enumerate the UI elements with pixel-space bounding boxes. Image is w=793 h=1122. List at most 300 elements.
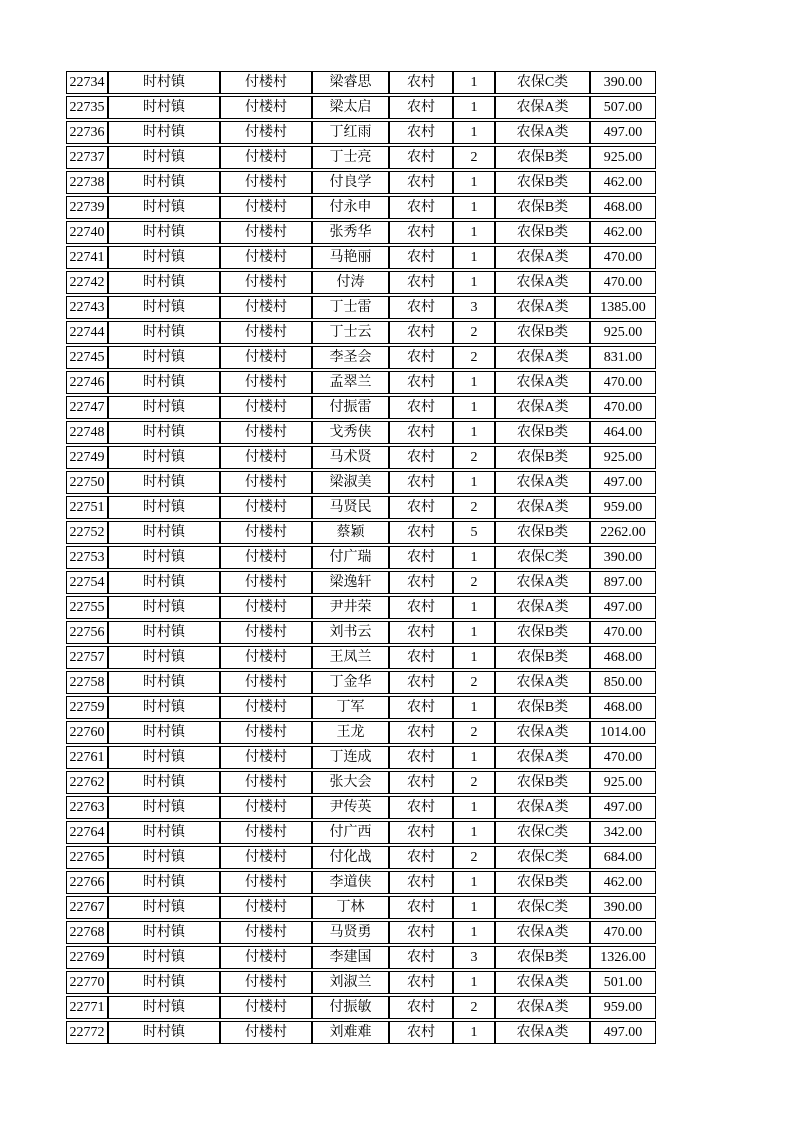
cell-residence-type: 农村 [389, 521, 453, 544]
cell-town: 时村镇 [108, 396, 220, 419]
cell-residence-type: 农村 [389, 121, 453, 144]
cell-residence-type: 农村 [389, 821, 453, 844]
cell-insurance-category: 农保C类 [495, 846, 590, 869]
cell-residence-type: 农村 [389, 396, 453, 419]
table-row [66, 646, 656, 669]
cell-person-name: 王龙 [312, 721, 389, 744]
cell-town: 时村镇 [108, 421, 220, 444]
table-row [66, 721, 656, 744]
cell-amount: 462.00 [590, 171, 656, 194]
cell-person-count: 2 [453, 846, 495, 869]
cell-village: 付楼村 [220, 421, 312, 444]
cell-residence-type: 农村 [389, 296, 453, 319]
table-row [66, 71, 656, 94]
cell-town: 时村镇 [108, 871, 220, 894]
cell-residence-type: 农村 [389, 896, 453, 919]
cell-record-id: 22764 [66, 821, 108, 844]
table-row [66, 871, 656, 894]
cell-village: 付楼村 [220, 246, 312, 269]
cell-residence-type: 农村 [389, 846, 453, 869]
table-row [66, 346, 656, 369]
cell-amount: 897.00 [590, 571, 656, 594]
cell-person-name: 刘书云 [312, 621, 389, 644]
cell-record-id: 22755 [66, 596, 108, 619]
cell-village: 付楼村 [220, 896, 312, 919]
cell-village: 付楼村 [220, 96, 312, 119]
cell-amount: 468.00 [590, 196, 656, 219]
cell-person-count: 1 [453, 371, 495, 394]
cell-village: 付楼村 [220, 671, 312, 694]
table-row [66, 821, 656, 844]
cell-amount: 470.00 [590, 746, 656, 769]
cell-town: 时村镇 [108, 1021, 220, 1044]
cell-village: 付楼村 [220, 571, 312, 594]
cell-record-id: 22742 [66, 271, 108, 294]
cell-person-name: 张秀华 [312, 221, 389, 244]
cell-insurance-category: 农保A类 [495, 1021, 590, 1044]
cell-person-name: 付化战 [312, 846, 389, 869]
table-row [66, 546, 656, 569]
cell-town: 时村镇 [108, 296, 220, 319]
cell-person-count: 1 [453, 1021, 495, 1044]
cell-person-name: 丁军 [312, 696, 389, 719]
cell-insurance-category: 农保C类 [495, 821, 590, 844]
cell-village: 付楼村 [220, 1021, 312, 1044]
cell-town: 时村镇 [108, 221, 220, 244]
cell-town: 时村镇 [108, 821, 220, 844]
cell-residence-type: 农村 [389, 196, 453, 219]
cell-town: 时村镇 [108, 621, 220, 644]
cell-person-count: 2 [453, 321, 495, 344]
cell-person-count: 2 [453, 771, 495, 794]
cell-village: 付楼村 [220, 596, 312, 619]
cell-person-name: 马贤民 [312, 496, 389, 519]
cell-village: 付楼村 [220, 821, 312, 844]
cell-residence-type: 农村 [389, 171, 453, 194]
cell-town: 时村镇 [108, 346, 220, 369]
cell-record-id: 22744 [66, 321, 108, 344]
table-row [66, 96, 656, 119]
cell-insurance-category: 农保B类 [495, 771, 590, 794]
cell-town: 时村镇 [108, 971, 220, 994]
cell-record-id: 22756 [66, 621, 108, 644]
table-row [66, 296, 656, 319]
cell-record-id: 22766 [66, 871, 108, 894]
cell-insurance-category: 农保A类 [495, 796, 590, 819]
cell-person-name: 付广瑞 [312, 546, 389, 569]
cell-village: 付楼村 [220, 321, 312, 344]
cell-amount: 462.00 [590, 221, 656, 244]
cell-residence-type: 农村 [389, 271, 453, 294]
cell-record-id: 22759 [66, 696, 108, 719]
cell-residence-type: 农村 [389, 971, 453, 994]
cell-insurance-category: 农保A类 [495, 746, 590, 769]
cell-insurance-category: 农保A类 [495, 246, 590, 269]
cell-record-id: 22740 [66, 221, 108, 244]
cell-person-name: 李圣会 [312, 346, 389, 369]
cell-insurance-category: 农保B类 [495, 146, 590, 169]
cell-residence-type: 农村 [389, 246, 453, 269]
cell-insurance-category: 农保B类 [495, 946, 590, 969]
cell-person-name: 丁士雷 [312, 296, 389, 319]
cell-record-id: 22739 [66, 196, 108, 219]
cell-person-name: 付良学 [312, 171, 389, 194]
cell-record-id: 22738 [66, 171, 108, 194]
cell-record-id: 22745 [66, 346, 108, 369]
cell-town: 时村镇 [108, 146, 220, 169]
cell-person-count: 2 [453, 996, 495, 1019]
cell-record-id: 22751 [66, 496, 108, 519]
table-row [66, 196, 656, 219]
cell-insurance-category: 农保A类 [495, 296, 590, 319]
cell-village: 付楼村 [220, 121, 312, 144]
cell-town: 时村镇 [108, 896, 220, 919]
cell-town: 时村镇 [108, 121, 220, 144]
cell-person-count: 1 [453, 646, 495, 669]
table-row [66, 921, 656, 944]
cell-person-name: 蔡颖 [312, 521, 389, 544]
cell-person-name: 李建国 [312, 946, 389, 969]
table-row [66, 171, 656, 194]
cell-person-count: 1 [453, 896, 495, 919]
cell-record-id: 22753 [66, 546, 108, 569]
cell-amount: 390.00 [590, 71, 656, 94]
cell-person-count: 1 [453, 696, 495, 719]
cell-village: 付楼村 [220, 471, 312, 494]
cell-town: 时村镇 [108, 521, 220, 544]
cell-village: 付楼村 [220, 971, 312, 994]
cell-village: 付楼村 [220, 546, 312, 569]
cell-town: 时村镇 [108, 571, 220, 594]
table-row [66, 221, 656, 244]
cell-village: 付楼村 [220, 271, 312, 294]
cell-town: 时村镇 [108, 446, 220, 469]
cell-person-count: 1 [453, 271, 495, 294]
cell-village: 付楼村 [220, 446, 312, 469]
cell-person-count: 1 [453, 221, 495, 244]
cell-person-count: 2 [453, 571, 495, 594]
cell-village: 付楼村 [220, 496, 312, 519]
cell-record-id: 22754 [66, 571, 108, 594]
cell-village: 付楼村 [220, 871, 312, 894]
cell-village: 付楼村 [220, 521, 312, 544]
cell-village: 付楼村 [220, 171, 312, 194]
cell-residence-type: 农村 [389, 921, 453, 944]
table-row [66, 321, 656, 344]
table-row [66, 971, 656, 994]
cell-insurance-category: 农保B类 [495, 196, 590, 219]
cell-insurance-category: 农保B类 [495, 421, 590, 444]
cell-record-id: 22747 [66, 396, 108, 419]
cell-amount: 497.00 [590, 796, 656, 819]
cell-village: 付楼村 [220, 196, 312, 219]
cell-residence-type: 农村 [389, 571, 453, 594]
cell-residence-type: 农村 [389, 796, 453, 819]
cell-village: 付楼村 [220, 946, 312, 969]
cell-insurance-category: 农保A类 [495, 571, 590, 594]
cell-residence-type: 农村 [389, 146, 453, 169]
cell-amount: 470.00 [590, 246, 656, 269]
cell-insurance-category: 农保A类 [495, 471, 590, 494]
cell-person-count: 1 [453, 121, 495, 144]
cell-person-count: 3 [453, 296, 495, 319]
cell-residence-type: 农村 [389, 946, 453, 969]
cell-person-count: 3 [453, 946, 495, 969]
cell-residence-type: 农村 [389, 371, 453, 394]
cell-person-name: 李道侠 [312, 871, 389, 894]
table-row [66, 396, 656, 419]
table-row [66, 571, 656, 594]
cell-person-name: 付振敏 [312, 996, 389, 1019]
cell-village: 付楼村 [220, 996, 312, 1019]
cell-town: 时村镇 [108, 71, 220, 94]
cell-town: 时村镇 [108, 271, 220, 294]
insurance-roster-table [66, 69, 656, 1046]
table-row [66, 471, 656, 494]
cell-record-id: 22769 [66, 946, 108, 969]
cell-person-count: 1 [453, 196, 495, 219]
cell-insurance-category: 农保A类 [495, 121, 590, 144]
cell-residence-type: 农村 [389, 446, 453, 469]
cell-person-count: 2 [453, 446, 495, 469]
cell-residence-type: 农村 [389, 646, 453, 669]
cell-record-id: 22768 [66, 921, 108, 944]
cell-record-id: 22748 [66, 421, 108, 444]
cell-person-count: 1 [453, 71, 495, 94]
cell-village: 付楼村 [220, 696, 312, 719]
cell-town: 时村镇 [108, 471, 220, 494]
cell-person-name: 梁淑美 [312, 471, 389, 494]
cell-person-name: 刘淑兰 [312, 971, 389, 994]
table-row [66, 771, 656, 794]
cell-amount: 462.00 [590, 871, 656, 894]
cell-amount: 1385.00 [590, 296, 656, 319]
cell-insurance-category: 农保A类 [495, 971, 590, 994]
cell-residence-type: 农村 [389, 696, 453, 719]
cell-person-count: 1 [453, 871, 495, 894]
cell-village: 付楼村 [220, 396, 312, 419]
cell-person-count: 1 [453, 546, 495, 569]
cell-person-count: 2 [453, 496, 495, 519]
cell-person-name: 戈秀侠 [312, 421, 389, 444]
cell-residence-type: 农村 [389, 421, 453, 444]
cell-amount: 470.00 [590, 621, 656, 644]
cell-residence-type: 农村 [389, 996, 453, 1019]
cell-town: 时村镇 [108, 946, 220, 969]
cell-record-id: 22760 [66, 721, 108, 744]
cell-person-name: 马贤勇 [312, 921, 389, 944]
cell-insurance-category: 农保B类 [495, 621, 590, 644]
cell-amount: 501.00 [590, 971, 656, 994]
cell-village: 付楼村 [220, 621, 312, 644]
table-row [66, 896, 656, 919]
cell-person-count: 1 [453, 796, 495, 819]
table-row [66, 496, 656, 519]
cell-record-id: 22749 [66, 446, 108, 469]
table-row [66, 671, 656, 694]
cell-amount: 925.00 [590, 771, 656, 794]
cell-village: 付楼村 [220, 371, 312, 394]
cell-record-id: 22737 [66, 146, 108, 169]
cell-amount: 684.00 [590, 846, 656, 869]
cell-person-count: 1 [453, 971, 495, 994]
cell-insurance-category: 农保C类 [495, 71, 590, 94]
cell-insurance-category: 农保A类 [495, 921, 590, 944]
cell-person-name: 丁林 [312, 896, 389, 919]
cell-person-count: 5 [453, 521, 495, 544]
cell-town: 时村镇 [108, 771, 220, 794]
cell-residence-type: 农村 [389, 621, 453, 644]
cell-person-count: 1 [453, 746, 495, 769]
cell-amount: 342.00 [590, 821, 656, 844]
cell-village: 付楼村 [220, 846, 312, 869]
cell-village: 付楼村 [220, 921, 312, 944]
cell-insurance-category: 农保A类 [495, 671, 590, 694]
cell-insurance-category: 农保B类 [495, 321, 590, 344]
cell-person-count: 1 [453, 821, 495, 844]
cell-insurance-category: 农保B类 [495, 171, 590, 194]
cell-residence-type: 农村 [389, 71, 453, 94]
cell-amount: 468.00 [590, 696, 656, 719]
cell-town: 时村镇 [108, 171, 220, 194]
cell-amount: 497.00 [590, 1021, 656, 1044]
cell-residence-type: 农村 [389, 721, 453, 744]
cell-insurance-category: 农保B类 [495, 646, 590, 669]
cell-person-count: 1 [453, 96, 495, 119]
cell-amount: 464.00 [590, 421, 656, 444]
cell-residence-type: 农村 [389, 746, 453, 769]
cell-village: 付楼村 [220, 71, 312, 94]
cell-insurance-category: 农保A类 [495, 271, 590, 294]
cell-person-name: 孟翠兰 [312, 371, 389, 394]
cell-amount: 925.00 [590, 146, 656, 169]
cell-amount: 390.00 [590, 546, 656, 569]
cell-town: 时村镇 [108, 96, 220, 119]
cell-amount: 470.00 [590, 371, 656, 394]
cell-town: 时村镇 [108, 596, 220, 619]
cell-town: 时村镇 [108, 696, 220, 719]
cell-record-id: 22771 [66, 996, 108, 1019]
cell-person-count: 1 [453, 421, 495, 444]
cell-person-name: 梁太启 [312, 96, 389, 119]
cell-town: 时村镇 [108, 321, 220, 344]
cell-insurance-category: 农保C类 [495, 546, 590, 569]
cell-town: 时村镇 [108, 496, 220, 519]
cell-town: 时村镇 [108, 796, 220, 819]
cell-amount: 925.00 [590, 446, 656, 469]
table-row [66, 246, 656, 269]
cell-insurance-category: 农保A类 [495, 96, 590, 119]
cell-insurance-category: 农保B类 [495, 446, 590, 469]
cell-insurance-category: 农保B类 [495, 696, 590, 719]
cell-person-name: 马术贤 [312, 446, 389, 469]
cell-village: 付楼村 [220, 646, 312, 669]
table-row [66, 946, 656, 969]
cell-amount: 497.00 [590, 596, 656, 619]
cell-residence-type: 农村 [389, 321, 453, 344]
cell-amount: 2262.00 [590, 521, 656, 544]
cell-insurance-category: 农保A类 [495, 371, 590, 394]
cell-amount: 507.00 [590, 96, 656, 119]
cell-record-id: 22757 [66, 646, 108, 669]
cell-insurance-category: 农保A类 [495, 396, 590, 419]
cell-record-id: 22767 [66, 896, 108, 919]
cell-amount: 1014.00 [590, 721, 656, 744]
cell-village: 付楼村 [220, 746, 312, 769]
cell-person-name: 丁连成 [312, 746, 389, 769]
cell-person-count: 2 [453, 346, 495, 369]
cell-record-id: 22743 [66, 296, 108, 319]
cell-amount: 1326.00 [590, 946, 656, 969]
cell-amount: 470.00 [590, 921, 656, 944]
cell-residence-type: 农村 [389, 471, 453, 494]
cell-town: 时村镇 [108, 196, 220, 219]
cell-insurance-category: 农保A类 [495, 996, 590, 1019]
cell-person-count: 2 [453, 146, 495, 169]
cell-record-id: 22763 [66, 796, 108, 819]
cell-amount: 470.00 [590, 396, 656, 419]
cell-village: 付楼村 [220, 221, 312, 244]
cell-amount: 925.00 [590, 321, 656, 344]
table-row [66, 271, 656, 294]
table-row [66, 996, 656, 1019]
cell-person-name: 付振雷 [312, 396, 389, 419]
cell-town: 时村镇 [108, 671, 220, 694]
cell-amount: 468.00 [590, 646, 656, 669]
cell-amount: 850.00 [590, 671, 656, 694]
cell-residence-type: 农村 [389, 871, 453, 894]
cell-village: 付楼村 [220, 796, 312, 819]
cell-residence-type: 农村 [389, 771, 453, 794]
cell-insurance-category: 农保A类 [495, 596, 590, 619]
cell-amount: 831.00 [590, 346, 656, 369]
cell-record-id: 22772 [66, 1021, 108, 1044]
cell-person-name: 刘难难 [312, 1021, 389, 1044]
cell-person-count: 1 [453, 621, 495, 644]
cell-insurance-category: 农保A类 [495, 721, 590, 744]
cell-record-id: 22734 [66, 71, 108, 94]
cell-person-count: 1 [453, 246, 495, 269]
cell-amount: 497.00 [590, 121, 656, 144]
cell-person-name: 丁士云 [312, 321, 389, 344]
cell-person-count: 1 [453, 171, 495, 194]
table-row [66, 421, 656, 444]
cell-town: 时村镇 [108, 996, 220, 1019]
table-row [66, 846, 656, 869]
cell-town: 时村镇 [108, 246, 220, 269]
cell-town: 时村镇 [108, 371, 220, 394]
cell-town: 时村镇 [108, 646, 220, 669]
cell-record-id: 22735 [66, 96, 108, 119]
cell-town: 时村镇 [108, 546, 220, 569]
table-row [66, 371, 656, 394]
cell-person-count: 2 [453, 671, 495, 694]
cell-person-name: 付涛 [312, 271, 389, 294]
cell-residence-type: 农村 [389, 96, 453, 119]
cell-insurance-category: 农保B类 [495, 221, 590, 244]
table-row [66, 696, 656, 719]
cell-town: 时村镇 [108, 746, 220, 769]
cell-person-name: 王凤兰 [312, 646, 389, 669]
cell-residence-type: 农村 [389, 671, 453, 694]
cell-record-id: 22752 [66, 521, 108, 544]
cell-person-count: 1 [453, 596, 495, 619]
cell-person-count: 2 [453, 721, 495, 744]
cell-record-id: 22746 [66, 371, 108, 394]
cell-record-id: 22765 [66, 846, 108, 869]
cell-residence-type: 农村 [389, 346, 453, 369]
cell-person-name: 付广西 [312, 821, 389, 844]
